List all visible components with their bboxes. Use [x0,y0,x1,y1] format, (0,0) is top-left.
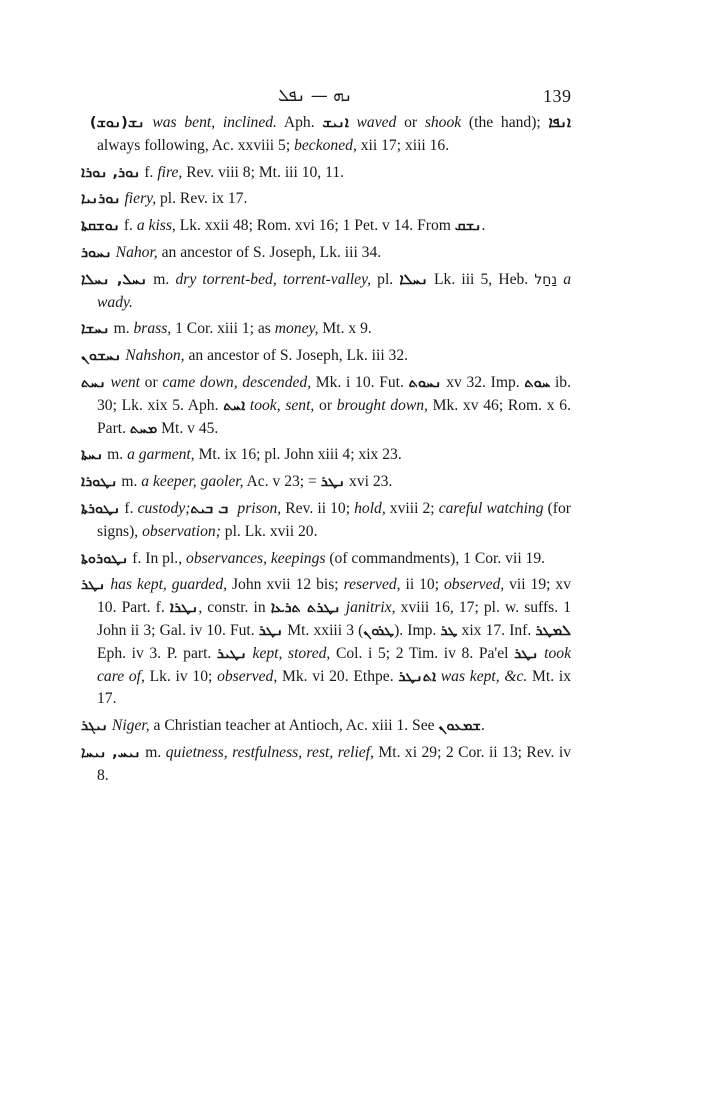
entry-text: Mk. i 10. Fut. [311,373,409,391]
gloss-italic: has kept, guarded, [105,576,228,594]
gloss-italic: observed, [217,667,278,685]
entry-nahla [81,269,571,315]
running-head [0,86,710,110]
gloss-italic: quietness, restfulness, rest, relief, [165,743,374,761]
syriac-word: ܢܚܬܐ [81,447,104,464]
entry-text: a Christian teacher at Antioch, Ac. xiii 1. See [149,717,439,735]
gloss-italic: prison, [233,499,282,517]
gloss-italic: was bent, inclined. [144,114,277,131]
syriac-word: ܡܚܬ [129,420,158,437]
entry-text: f. [120,499,138,517]
entry-text: Aph. [276,114,323,131]
syriac-word: ܢܚܠ, ܢܚܠܐ [81,271,148,288]
entry-text: f. [140,163,158,181]
entry-text: Mt. ix 17. [97,667,571,708]
syriac-word: ܢܛܝܪ [216,645,247,662]
entry-niger [81,715,571,738]
entry-text: Rev. ii 10; [281,499,355,517]
entry-text: 1 Cor. xiii 1; as [171,320,275,338]
gloss-italic: janitrix, [340,599,396,617]
syriac-word: ܫܡܥܘܢ [438,718,481,735]
entry-text: Mk. vi 20. Ethpe. [277,667,399,685]
syriac-word: (ܢܘܫ) [81,115,128,131]
gloss-italic: Nahshon, [121,347,185,365]
entry-natoruta [81,548,571,571]
entry-nahta [81,444,571,467]
syriac-word: ܢܛܘܪܐ [81,474,118,491]
entry-text: m. [103,446,128,464]
gloss-italic: went [105,373,140,391]
syriac-word: ܢܚܫܐ [81,321,110,338]
entry-nhasha [81,318,571,341]
entry-nushqta [81,215,571,238]
entry-text: xv 32. Imp. [441,373,525,391]
entry-nahor [81,242,571,265]
gloss-italic: brought down, [336,396,428,414]
syriac-word: ܢܝܚ, ܢܝܚܐ [81,744,141,761]
syriac-word: ܐܢܦܐ [548,115,571,131]
entry-text: vii 19; xv 10. Part. f. [97,576,571,617]
entry-text: John xvii 12 bis; [227,576,344,594]
gloss-italic: a wady. [97,270,571,311]
entry-text: an ancestor of S. Joseph, Lk. iii 34. [157,243,382,261]
entry-text: Lk. iv 10; [144,667,218,685]
syriac-word: ܢܘܪ, ܢܘܪܐ [81,164,141,181]
entry-text: Mt. xxiii 3 ( [283,621,364,639]
entry-text: always following, Ac. xxviii 5; [97,136,295,154]
entry-text: xix 17. Inf. [457,621,536,639]
running-head-title: ܢܗ — ܢܦܠ [278,86,353,106]
syriac-word: ܢܛܪ [81,577,106,594]
entry-text: . [481,217,486,235]
entry-natora [81,471,571,494]
gloss-italic: money, [274,320,319,338]
entry-text: Lk. xxii 48; Rom. xvi 16; 1 Pet. v 14. From [175,217,455,235]
entry-nhet [81,372,571,440]
syriac-word: ܢܘܪܢܝܐ [81,191,121,208]
syriac-word: ܢܚܫܘܢ [81,348,122,365]
gloss-italic: Nahor, [111,243,158,261]
syriac-word: ܢܚܠܐ [399,271,428,288]
entry-text: Eph. iv 3. P. part. [97,644,217,662]
entry-nuraya [81,188,571,211]
gloss-italic: waved [348,114,397,131]
entry-text: pl. Lk. xvii 20. [220,522,318,540]
entry-text: ib. 30; Lk. xix 5. Aph. [97,373,571,414]
entry-nur [81,162,571,185]
gloss-italic: fiery, [120,190,157,208]
syriac-word: ܢܛܪ [258,622,284,639]
syriac-word: ܢܛܪܐ [169,600,199,617]
entry-text: pl. [371,270,400,288]
gloss-italic: was kept, [436,667,500,685]
entry-text: Mt. x 9. [318,320,372,338]
syriac-word: ܢܝܓܪ [81,718,109,735]
syriac-word: ܢܚܘܪ [81,244,112,261]
gloss-italic: brass, [133,320,172,338]
entry-text: pl. Rev. ix 17. [156,190,248,208]
entry-text: m. [140,743,166,761]
entry-niha [81,742,571,788]
gloss-italic: came down, descended, [162,373,312,391]
entry-text: or [396,114,425,131]
syriac-word: ܠܡܛܪ [535,622,572,639]
entry-text: m. [117,473,142,491]
entry-nahshon [81,345,571,368]
gloss-italic: kept, stored, [246,644,331,662]
gloss-italic: observances, keepings [186,549,326,567]
gloss-italic: custody; [137,499,191,517]
gloss-italic: &c. [499,667,528,685]
entry-text: xviii 2; [385,499,439,517]
gloss-italic: a garment, [127,446,195,464]
entry-text: (the hand); [461,114,549,131]
entry-text: Mt. xi 29; 2 Cor. ii 13; Rev. iv 8. [97,743,572,784]
syriac-word: ܢܛܘܪܬܐ [81,500,121,517]
entry-text: ii 10; [400,576,444,594]
syriac-word: ܐܢܝܫ [322,115,349,131]
dictionary-entries [81,112,571,792]
gloss-italic: took care of, [97,644,571,685]
entry-text: Rev. viii 8; Mt. iii 10, 11. [182,163,345,181]
syriac-word: ܢܚܬ [81,374,106,391]
syriac-word: ܢܫܩ [454,218,482,235]
syriac-word: ܢܫ [127,115,145,131]
syriac-word: ܐܚܬ [223,397,246,414]
syriac-word: ܐܬܢܛܪ [398,668,437,685]
gloss-italic: Niger, [108,717,150,735]
entry-text: xvi 23. [345,473,393,491]
entry-text: an ancestor of S. Joseph, Lk. iii 32. [184,347,409,365]
entry-text: xii 17; xiii 16. [356,136,450,154]
gloss-italic: beckoned, [294,136,357,154]
syriac-word: ܚܘܬ [524,374,551,391]
gloss-italic: fire, [157,163,183,181]
entry-text: f. In pl., [128,549,187,567]
entry-text: (for signs), [97,499,571,540]
syriac-word: ܛܪ [440,622,458,639]
entry-text: Ac. v 23; = [243,473,321,491]
syriac-word: ܒ ܒܝܬ [190,500,234,517]
entry-text: , constr. in [198,599,271,617]
syriac-word: ܢܚܘܬ [408,374,442,391]
entry-text: ). Imp. [394,621,441,639]
gloss-italic: careful watching [438,499,544,517]
entry-text: Mt. ix 16; pl. John xiii 4; xix 23. [194,446,402,464]
entry-text: xviii 16, 17; pl. w. suffs. 1 John ii 3; Gal. iv 10. Fut. [97,599,571,639]
gloss-italic: observed, [444,576,505,594]
gloss-italic: observation; [142,522,221,540]
gloss-italic: dry torrent-bed, torrent-valley, [175,270,372,288]
gloss-italic: a kiss, [136,217,176,235]
syriac-word: ܢܛܘܪܘܬܐ [81,550,129,567]
entry-text: . [480,717,485,735]
entry-text: f. [119,217,137,235]
entry-text: Mt. v 45. [157,419,219,437]
entry-text: Lk. iii 5, Heb. [427,270,535,288]
gloss-italic: hold, [354,499,386,517]
hebrew-word: נַחַל [534,271,558,288]
page-number: 139 [543,86,572,106]
entry-text: or [314,396,337,414]
syriac-word: ܢܛܪܬ ܬܪܥܐ [270,600,341,617]
entry-text: or [140,373,163,391]
entry-ntar [81,574,571,711]
syriac-word: ܛܪܘܢ [363,622,395,639]
gloss-italic: took, sent, [245,396,315,414]
entry-text: m. [109,320,134,338]
gloss-italic: shook [424,114,462,131]
entry-natorta [81,498,571,544]
entry-text: m. [147,270,176,288]
entry-text: Mk. xv 46; Rom. x 6. Part. [97,396,571,437]
syriac-word: ܢܛܪ [320,474,346,491]
entry-text: (of commandments), 1 Cor. vii 19. [325,549,546,567]
gloss-italic: a keeper, gaoler, [141,473,244,491]
entry-text: Col. i 5; 2 Tim. iv 8. Pa'el [330,644,515,662]
entry-nash [81,112,571,158]
syriac-word: ܢܘܫܩܬܐ [81,218,120,235]
gloss-italic: reserved, [343,576,401,594]
syriac-word: ܢܛܪ [514,645,539,662]
